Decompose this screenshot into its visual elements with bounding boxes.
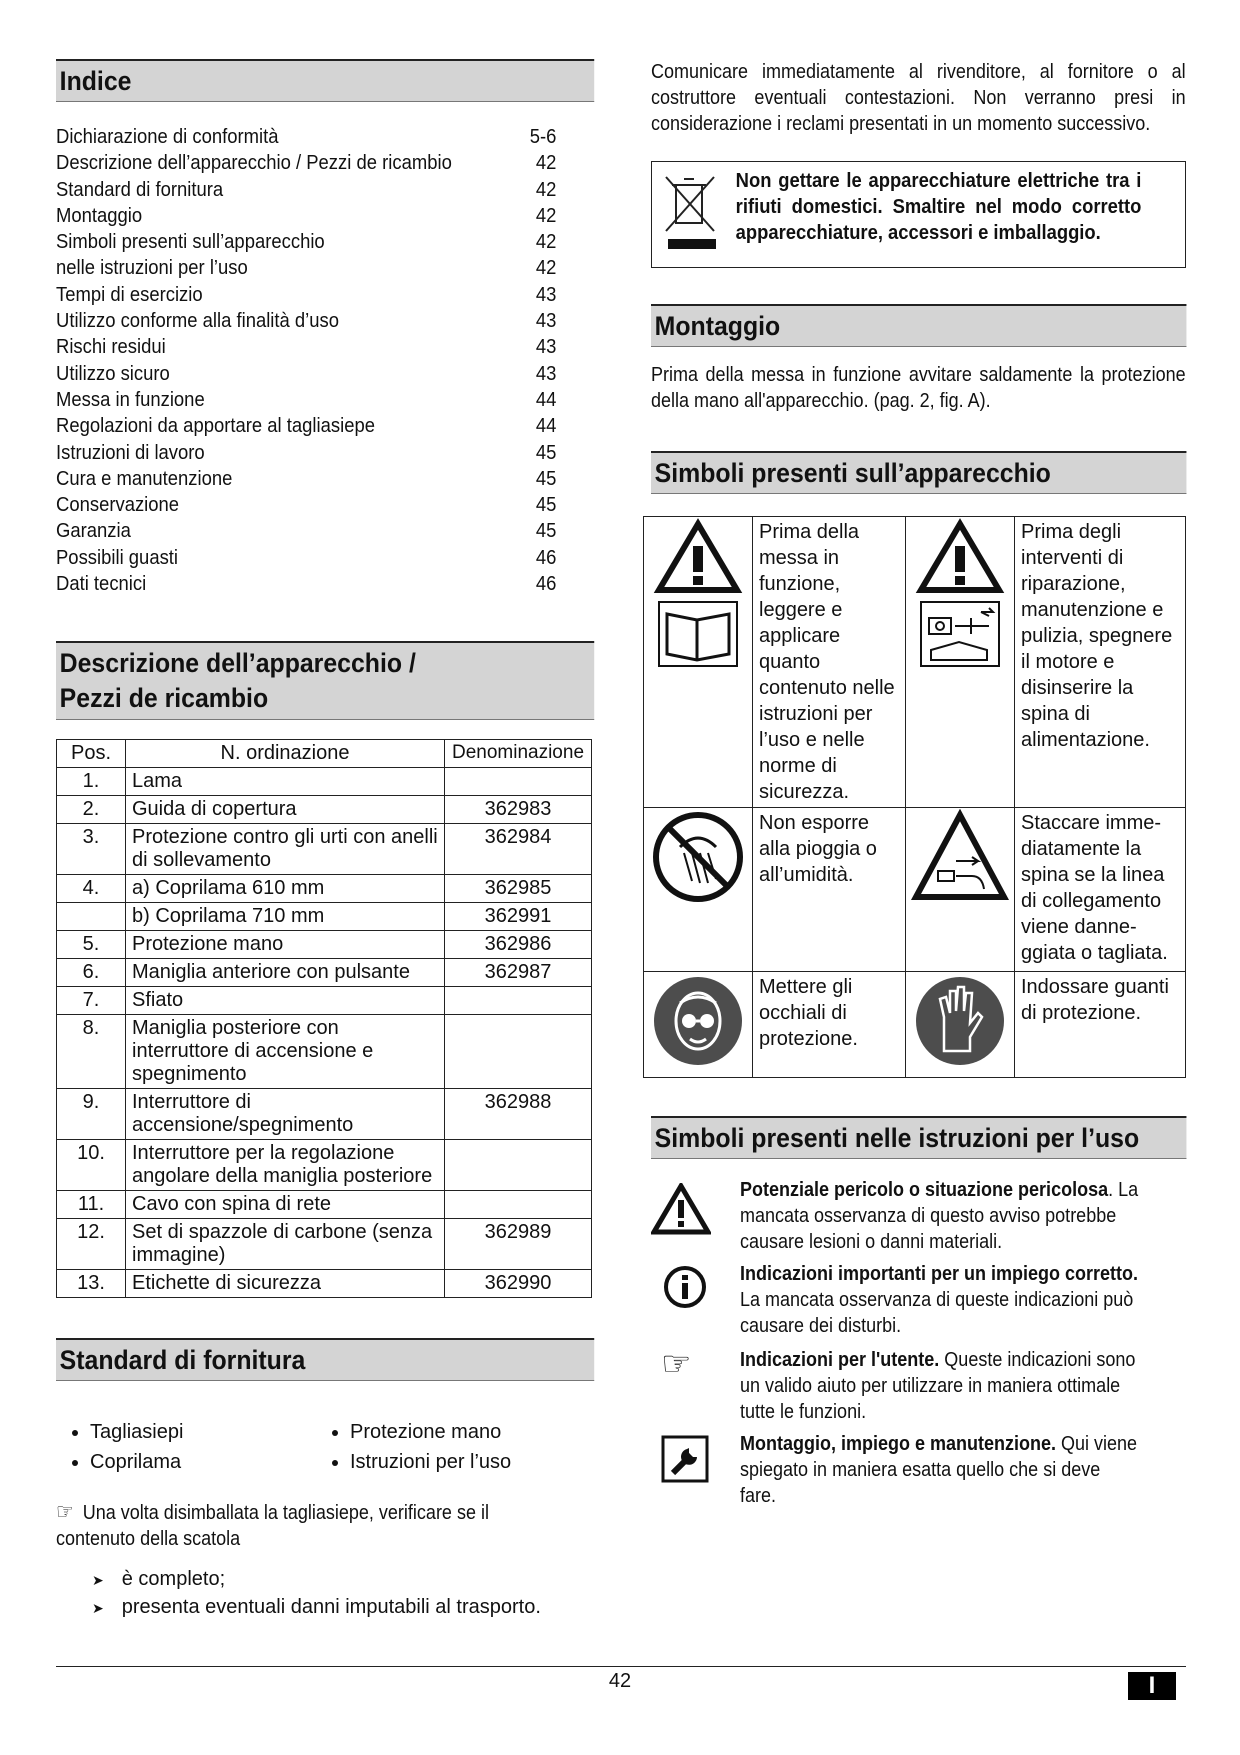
check-item-text: è completo; xyxy=(121,1568,226,1591)
arrow-bullet-icon: ➤ xyxy=(92,1572,104,1589)
check-item xyxy=(92,1566,594,1594)
hand-pointer-icon: ☞ xyxy=(56,1499,74,1525)
toc-entry xyxy=(56,571,556,597)
toc-entry-page: 5-6 xyxy=(529,125,557,148)
parts-heading-line2: Pezzi de ricambio xyxy=(59,683,269,714)
parts-table xyxy=(56,739,592,1298)
parts-cell-name: Sfiato xyxy=(126,987,445,1015)
damaged-cable-icon xyxy=(910,809,1010,909)
manual-symbol-item xyxy=(651,1431,1186,1507)
toc-entry-page: 43 xyxy=(535,361,557,385)
toc-entry-page: 42 xyxy=(535,230,557,254)
col-pos: Pos. xyxy=(57,740,126,768)
parts-cell-code: 362987 xyxy=(445,959,592,987)
table-row xyxy=(57,931,592,959)
parts-cell-code: 362991 xyxy=(445,903,592,931)
toc-entry-page: 46 xyxy=(535,545,557,569)
manual-symbol-rest-4: Qui viene spiegato in maniera esatta quello che si deve fare. xyxy=(740,1433,1138,1507)
list-item: • Protezione mano xyxy=(350,1417,511,1447)
parts-cell-code xyxy=(445,1140,592,1191)
toc-entry-label: Dati tecnici xyxy=(56,572,147,596)
check-item xyxy=(92,1594,594,1622)
parts-cell-pos: 3. xyxy=(57,824,126,875)
parts-cell-code xyxy=(445,987,592,1015)
parts-cell-name: Set di spazzole di carbone (senza immagine) xyxy=(126,1219,445,1270)
parts-cell-pos: 12. xyxy=(57,1219,126,1270)
symbol-cell xyxy=(906,808,1015,972)
page-number: 42 xyxy=(608,1670,632,1692)
parts-cell-code: 362988 xyxy=(445,1089,592,1140)
table-row xyxy=(57,903,592,931)
table-row xyxy=(57,987,592,1015)
toc-entry-label: Rischi residui xyxy=(56,335,166,359)
toc-entry-page: 46 xyxy=(535,572,557,596)
manual-symbol-item xyxy=(651,1261,1186,1347)
manual-symbols-list xyxy=(651,1177,1186,1507)
parts-cell-pos: 13. xyxy=(57,1270,126,1298)
symbol-text-2: Prima degli interventi di riparazione, manutenzione e pulizia, spegnere il motore e disinserire la spina di alimentazione. xyxy=(1015,517,1186,808)
list-item: • Coprilama xyxy=(90,1447,316,1477)
toc-entry-label: Conservazione xyxy=(56,493,180,517)
manual-symbol-bold-1: Potenziale pericolo o situazione pericolosa xyxy=(740,1179,1109,1201)
parts-cell-name: b) Coprilama 710 mm xyxy=(126,903,445,931)
list-item: • Istruzioni per l’uso xyxy=(350,1447,511,1477)
symbol-cell xyxy=(644,517,753,808)
manual-symbol-item xyxy=(651,1177,1186,1261)
toc-entry-page: 43 xyxy=(535,309,557,333)
parts-cell-code xyxy=(445,768,592,796)
toc-entry-page: 44 xyxy=(535,414,557,438)
toc-entry-label: Messa in funzione xyxy=(56,387,205,411)
manual-symbol-text-4 xyxy=(740,1431,1141,1507)
toc-entry xyxy=(56,308,556,334)
parts-cell-name: Maniglia anteriore con pulsante xyxy=(126,959,445,987)
toc-entry xyxy=(56,282,556,308)
toc-entry-page: 42 xyxy=(535,151,557,175)
parts-cell-code: 362983 xyxy=(445,796,592,824)
symbol-text-1: Prima della messa in funzione, leggere e applicare quanto contenuto nelle istruzioni per l’uso e nelle norme di sicurezza. xyxy=(753,517,906,808)
toc-entry-page: 43 xyxy=(535,282,557,306)
parts-cell-name: Etichette di sicurezza xyxy=(126,1270,445,1298)
manual-symbol-rest-2: La mancata osservanza di queste indicazioni può causare dei disturbi. xyxy=(740,1289,1134,1337)
toc-entry xyxy=(56,361,556,387)
parts-cell-name: Interruttore per la regolazione angolare della maniglia posteriore xyxy=(126,1140,445,1191)
check-item-text: presenta eventuali danni imputabili al trasporto. xyxy=(121,1596,541,1619)
toc-entry-page: 42 xyxy=(535,177,557,201)
manual-symbol-text-2 xyxy=(740,1261,1141,1347)
parts-cell-code: 362990 xyxy=(445,1270,592,1298)
complaint-text: Comunicare immediatamente al rivenditore, al fornitore o al costruttore eventuali contestazioni. Non verranno presi in considerazione i reclami presentati in un momento successivo. xyxy=(651,61,1186,135)
toc-entry-label: Simboli presenti sull’apparecchio xyxy=(56,230,325,254)
manual-symbol-rest-3: Queste indicazioni sono un valido aiuto per utilizzare in maniera ottimale tutte le funzioni. xyxy=(740,1349,1136,1423)
table-row xyxy=(57,1015,592,1089)
toc-entry-label: Possibili guasti xyxy=(56,545,179,569)
parts-cell-name: Protezione contro gli urti con anelli di sollevamento xyxy=(126,824,445,875)
parts-cell-name: a) Coprilama 610 mm xyxy=(126,875,445,903)
toc-heading: Indice xyxy=(56,59,594,102)
parts-cell-pos: 9. xyxy=(57,1089,126,1140)
parts-cell-code: 362986 xyxy=(445,931,592,959)
toc-entry-page: 45 xyxy=(535,519,557,543)
toc-entry-label: Montaggio xyxy=(56,203,143,227)
toc-entry xyxy=(56,255,556,281)
toc-entry-page: 45 xyxy=(535,440,557,464)
manual-symbols-heading: Simboli presenti nelle istruzioni per l’uso xyxy=(651,1116,1186,1159)
manual-symbol-text-1 xyxy=(740,1177,1141,1261)
supply-note: ☞ Una volta disimballata la tagliasiepe, verificare se il contenuto della scatola xyxy=(56,1499,489,1551)
toc-entry xyxy=(56,334,556,360)
toc-entry xyxy=(56,492,556,518)
parts-cell-pos: 4. xyxy=(57,875,126,903)
toc-entry-page: 45 xyxy=(535,466,557,490)
toc-entry xyxy=(56,545,556,571)
wrench-icon xyxy=(651,1431,740,1491)
col-name: Denominazione xyxy=(445,740,592,768)
footer-rule xyxy=(56,1666,1186,1667)
manual-symbol-bold-4: Montaggio, impiego e manutenzione. xyxy=(740,1433,1057,1455)
info-icon xyxy=(651,1261,740,1347)
supply-list xyxy=(56,1417,594,1477)
supply-heading: Standard di fornitura xyxy=(56,1338,594,1381)
disposal-box xyxy=(651,161,1186,268)
toc-entry-page: 43 xyxy=(535,335,557,359)
table-row xyxy=(57,959,592,987)
toc-entry xyxy=(56,387,556,413)
toc-entry-label: Dichiarazione di conformità xyxy=(56,125,279,148)
toc-entry-label: Descrizione dell’apparecchio / Pezzi de ricambio xyxy=(56,151,452,175)
read-manual-icon xyxy=(653,518,743,668)
parts-cell-name: Lama xyxy=(126,768,445,796)
no-rain-icon xyxy=(650,809,746,905)
arrow-bullet-icon: ➤ xyxy=(92,1600,104,1617)
warning-icon xyxy=(651,1177,740,1261)
parts-cell-name: Maniglia posteriore con interruttore di accensione e spegnimento xyxy=(126,1015,445,1089)
toc-entry-label: Utilizzo conforme alla finalità d’uso xyxy=(56,309,340,333)
symbol-cell xyxy=(644,808,753,972)
parts-cell-code xyxy=(445,1191,592,1219)
parts-cell-pos: 7. xyxy=(57,987,126,1015)
device-symbols-table xyxy=(643,516,1186,1078)
manual-symbol-rest-1: . La mancata osservanza di questo avviso potrebbe causare lesioni o danni materiali. xyxy=(740,1179,1139,1253)
unplug-before-service-icon xyxy=(915,518,1005,668)
table-row xyxy=(57,824,592,875)
table-row xyxy=(57,1140,592,1191)
toc-entry xyxy=(56,203,556,229)
toc-entry xyxy=(56,124,556,150)
toc-entry-page: 45 xyxy=(535,493,557,517)
parts-heading xyxy=(56,641,594,720)
toc-entry xyxy=(56,150,556,176)
table-row xyxy=(57,1089,592,1140)
table-row xyxy=(57,1270,592,1298)
list-item: • Tagliasiepi xyxy=(90,1417,316,1447)
toc-entry-label: Standard di fornitura xyxy=(56,177,224,201)
toc-entry-page: 44 xyxy=(535,387,557,411)
parts-cell-code: 362984 xyxy=(445,824,592,875)
toc-entry xyxy=(56,177,556,203)
table-row xyxy=(57,796,592,824)
symbol-text-4: Staccare imme-diatamente la spina se la linea di collegamento viene danne-ggiata o tagliata. xyxy=(1015,808,1186,972)
parts-cell-name: Cavo con spina di rete xyxy=(126,1191,445,1219)
toc-entry-label: Cura e manutenzione xyxy=(56,466,233,490)
symbol-text-5: Mettere gli occhiali di protezione. xyxy=(753,972,906,1078)
manual-symbol-item xyxy=(651,1347,1186,1431)
toc-entry xyxy=(56,229,556,255)
table-row xyxy=(57,875,592,903)
parts-cell-pos: 6. xyxy=(57,959,126,987)
toc-entry xyxy=(56,440,556,466)
parts-cell-pos: 10. xyxy=(57,1140,126,1191)
left-column xyxy=(56,59,594,1622)
disposal-text: Non gettare le apparecchiature elettriche tra i rifiuti domestici. Smaltire nel modo corretto apparecchiature, accessori e imballaggio. xyxy=(735,170,1142,244)
toc-entry xyxy=(56,413,556,439)
hand-pointer-icon: ☞ xyxy=(661,1345,692,1383)
toc-entry-page: 42 xyxy=(535,203,557,227)
parts-cell-pos: 11. xyxy=(57,1191,126,1219)
supply-list-left xyxy=(56,1417,316,1477)
toc-entry-label: Regolazioni da apportare al tagliasiepe xyxy=(56,414,375,438)
manual-symbol-bold-3: Indicazioni per l'utente. xyxy=(740,1349,940,1371)
toc-entry-label: Istruzioni di lavoro xyxy=(56,440,205,464)
parts-cell-name: Interruttore di accensione/spegnimento xyxy=(126,1089,445,1140)
protective-gloves-icon xyxy=(912,973,1008,1069)
parts-cell-pos xyxy=(57,903,126,931)
crossed-bin-icon xyxy=(652,162,732,267)
parts-cell-pos: 8. xyxy=(57,1015,126,1089)
table-row xyxy=(57,1191,592,1219)
right-column xyxy=(651,59,1186,1507)
manual-symbol-text-3 xyxy=(740,1347,1141,1431)
assembly-text: Prima della messa in funzione avvitare saldamente la protezione della mano all'apparecchio. (pag. 2, fig. A). xyxy=(651,364,1186,412)
symbol-text-3: Non esporre alla pioggia o all’umidità. xyxy=(753,808,906,972)
assembly-heading: Montaggio xyxy=(651,304,1186,347)
table-row xyxy=(57,768,592,796)
safety-goggles-icon xyxy=(650,973,746,1069)
table-of-contents xyxy=(56,124,593,597)
toc-entry xyxy=(56,518,556,544)
language-tab: I xyxy=(1128,1672,1176,1700)
parts-cell-pos: 5. xyxy=(57,931,126,959)
supply-checks xyxy=(92,1566,594,1622)
supply-list-right xyxy=(316,1417,511,1477)
symbol-cell xyxy=(644,972,753,1078)
parts-heading-line1: Descrizione dell’apparecchio / xyxy=(59,648,416,679)
manual-symbol-bold-2: Indicazioni importanti per un impiego corretto. xyxy=(740,1263,1139,1285)
device-symbols-heading: Simboli presenti sull’apparecchio xyxy=(651,451,1186,494)
table-row xyxy=(57,1219,592,1270)
parts-cell-code xyxy=(445,1015,592,1089)
parts-cell-code: 362985 xyxy=(445,875,592,903)
col-order: N. ordinazione xyxy=(126,740,445,768)
toc-entry-label: Tempi di esercizio xyxy=(56,282,203,306)
parts-cell-pos: 1. xyxy=(57,768,126,796)
parts-cell-name: Guida di copertura xyxy=(126,796,445,824)
toc-entry-label: nelle istruzioni per l’uso xyxy=(56,256,248,280)
toc-entry-label: Utilizzo sicuro xyxy=(56,361,170,385)
toc-entry-label: Garanzia xyxy=(56,519,131,543)
toc-entry xyxy=(56,466,556,492)
symbol-text-6: Indossare guanti di protezione. xyxy=(1015,972,1186,1078)
symbol-cell xyxy=(906,517,1015,808)
toc-entry-page: 42 xyxy=(535,256,557,280)
symbol-cell xyxy=(906,972,1015,1078)
parts-cell-pos: 2. xyxy=(57,796,126,824)
parts-cell-code: 362989 xyxy=(445,1219,592,1270)
parts-cell-name: Protezione mano xyxy=(126,931,445,959)
